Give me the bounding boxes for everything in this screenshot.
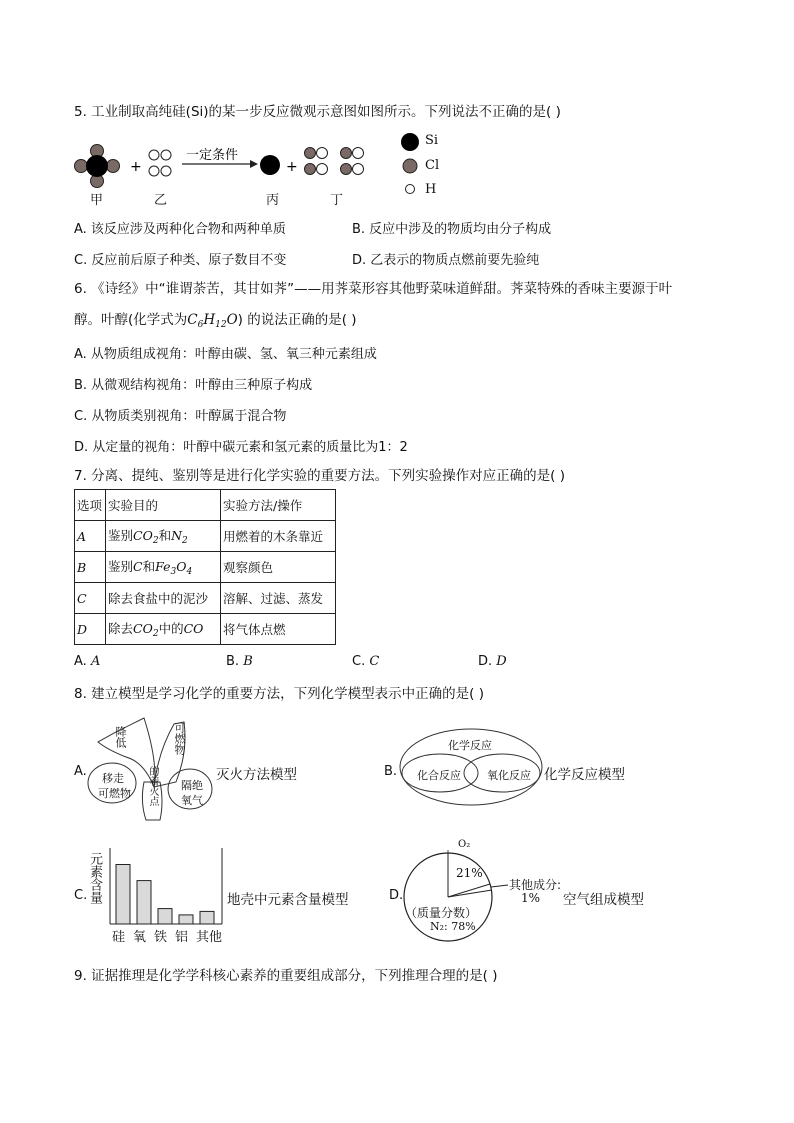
molecule-yi [149,150,171,176]
venn-right-label: 氧化反应 [487,769,531,782]
bar-label-2: 铁 [154,930,168,945]
header-method: 实验方法/操作 [221,490,336,521]
pie-mass-note: （质量分数） [405,906,478,920]
table-header-row [75,490,336,521]
q7-option-b[interactable]: B. B [226,654,253,669]
molecule-bing [260,155,280,175]
table-row: C 除去食盐中的泥沙 溶解、过滤、蒸发 [75,583,336,614]
table-row: B 鉴别C和$Fe_3O_4$ 观察颜色 [75,552,336,583]
circle-left-line2: 可燃物 [98,787,131,800]
q9-stem: 9. 证据推理是化学学科核心素养的重要组成部分，下列推理合理的是( ) [74,968,498,984]
q6-stem-line1: 6. 《诗经》中“谁谓荼苦，其甘如荠”——用荠菜形容其他野菜味道鲜甜。荠菜特殊的香味主要源于叶 [74,281,673,297]
petal-left-text: 降低 [114,726,127,748]
q8-c-caption: 地壳中元素含量模型 [227,892,349,908]
bar-0 [116,865,130,925]
q6-option-b[interactable]: B. 从微观结构视角：叶醇由三种原子构成 [74,378,313,393]
header-option: 选项 [75,490,106,521]
pie-other-pct: 1% [521,891,541,905]
circle-right-line2: 氧气 [181,794,203,807]
legend-h-dot [406,185,415,194]
q5-option-d[interactable]: D. 乙表示的物质点燃前要先验纯 [352,253,540,268]
molecule-ding [305,148,364,175]
q8-a-caption: 灭火方法模型 [216,767,297,783]
arrow-label: 一定条件 [186,148,239,163]
q8-option-d[interactable]: D. [389,888,404,903]
legend-cl-dot [403,159,417,173]
table-row: A 鉴别$CO_2$和$N_2$ 用燃着的木条靠近 [75,521,336,552]
q8-d-caption: 空气组成模型 [563,892,644,908]
q8-option-c[interactable]: C. [74,888,88,903]
q8-b-caption: 化学反应模型 [544,767,625,783]
q6-option-d[interactable]: D. 从定量的视角：叶醇中碳元素和氢元素的质量比为1：2 [74,440,408,455]
q5-option-c[interactable]: C. 反应前后原子种类、原子数目不变 [74,253,287,268]
pie-o2-pct: 21% [456,866,483,880]
stem-text: 的着火点 [147,766,158,806]
q7-stem: 7. 分离、提纯、鉴别等是进行化学实验的重要方法。下列实验操作对应正确的是( ) [74,468,565,484]
q6-stem-line2: 醇。叶醇(化学式为$C_6H_{12}O$) 的说法正确的是( ) [74,312,357,330]
legend-h: H [425,182,437,197]
bar-label-3: 铝 [175,930,189,945]
chart-ylabel: 元素含量 [87,852,102,904]
molecule-jia [75,145,120,188]
q8-option-a[interactable]: A. [74,764,87,779]
header-goal: 实验目的 [106,490,221,521]
svg-text:+: + [286,159,298,175]
q6-option-a[interactable]: A. 从物质组成视角：叶醇由碳、氢、氧三种元素组成 [74,347,377,362]
venn-left-label: 化合反应 [417,769,461,782]
legend-si-dot [401,133,419,151]
q7-table [74,489,336,645]
bar-2 [158,909,172,924]
bar-1 [137,881,151,924]
bar-label-0: 硅 [112,930,126,945]
q7-option-a[interactable]: A. A [74,654,101,669]
crust-element-bar-chart [108,848,224,926]
circle-right-line1: 隔绝 [181,779,203,792]
q7-option-d[interactable]: D. D [478,654,507,669]
q5-option-b[interactable]: B. 反应中涉及的物质均由分子构成 [352,222,552,237]
bar-label-1: 氧 [133,930,147,945]
q8-option-b[interactable]: B. [384,764,398,779]
bar-label-4: 其他 [196,930,223,945]
pie-other-label: 其他成分: [509,878,562,892]
venn-outer-label: 化学反应 [448,739,492,752]
legend-si: Si [425,133,439,148]
bar-3 [179,915,193,924]
svg-text:+: + [130,159,142,175]
bar-4 [200,911,214,924]
circle-left-line1: 移走 [102,772,124,785]
label-jia: 甲 [90,193,104,208]
pie-o2-label: O₂ [458,839,471,850]
pie-n2-label: N₂: 78% [430,920,476,933]
q7-option-c[interactable]: C. C [352,654,380,669]
q6-option-c[interactable]: C. 从物质类别视角：叶醇属于混合物 [74,409,287,424]
label-bing: 丙 [266,193,280,208]
label-yi: 乙 [154,193,168,208]
q5-option-a[interactable]: A. 该反应涉及两种化合物和两种单质 [74,222,286,237]
petal-right-text: 可燃物 [173,722,186,755]
q5-stem: 5. 工业制取高纯硅(Si)的某一步反应微观示意图如图所示。下列说法不正确的是( ) [74,104,561,120]
q8-stem: 8. 建立模型是学习化学的重要方法，下列化学模型表示中正确的是( ) [74,686,484,702]
label-ding: 丁 [330,193,344,208]
table-row: D 除去$CO_2$中的CO 将气体点燃 [75,614,336,645]
chart-x-labels [112,926,232,944]
legend-cl: Cl [425,158,440,173]
